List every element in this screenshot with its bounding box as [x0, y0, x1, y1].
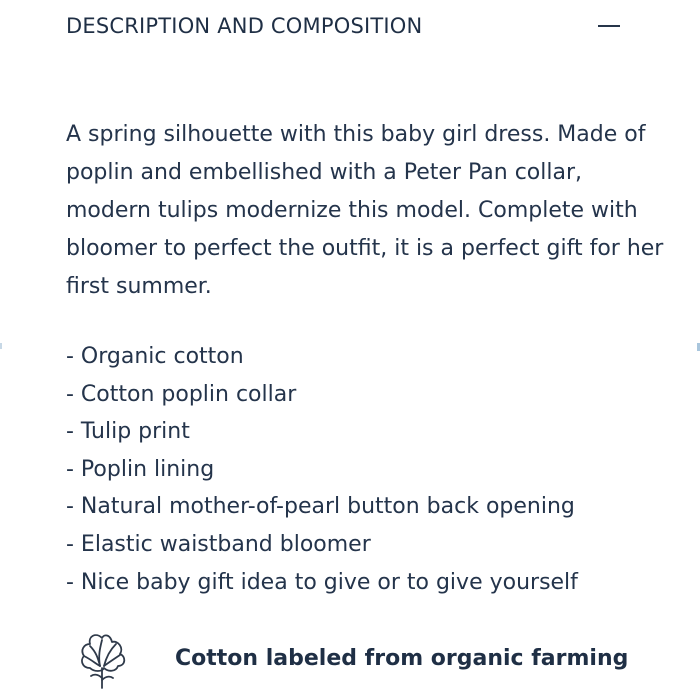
list-item: - Nice baby gift idea to give or to give yourself	[66, 569, 578, 595]
organic-label	[72, 628, 672, 690]
description-accordion-header[interactable]	[66, 10, 626, 42]
list-item: - Cotton poplin collar	[66, 381, 297, 407]
cotton-flower-icon	[72, 628, 132, 690]
list-item: - Tulip print	[66, 419, 190, 445]
edge-indicator	[0, 343, 2, 349]
organic-label-text: Cotton labeled from organic farming	[175, 646, 629, 671]
list-item: - Organic cotton	[66, 344, 244, 369]
description-paragraph: A spring silhouette with this baby girl dress. Made of poplin and embellished with a Peter Pan collar, modern tulips modernize this model. Complete with bloomer to perfect the outfit, it is a perfect gift for her first summer.	[66, 122, 664, 299]
list-item: - Elastic waistband bloomer	[66, 531, 371, 557]
list-item: - Poplin lining	[66, 456, 215, 482]
accordion-title: DESCRIPTION AND COMPOSITION	[66, 14, 423, 38]
description-body	[66, 116, 666, 306]
composition-list	[66, 338, 578, 601]
minus-icon[interactable]	[598, 25, 620, 27]
list-item: - Natural mother-of-pearl button back opening	[66, 494, 575, 520]
